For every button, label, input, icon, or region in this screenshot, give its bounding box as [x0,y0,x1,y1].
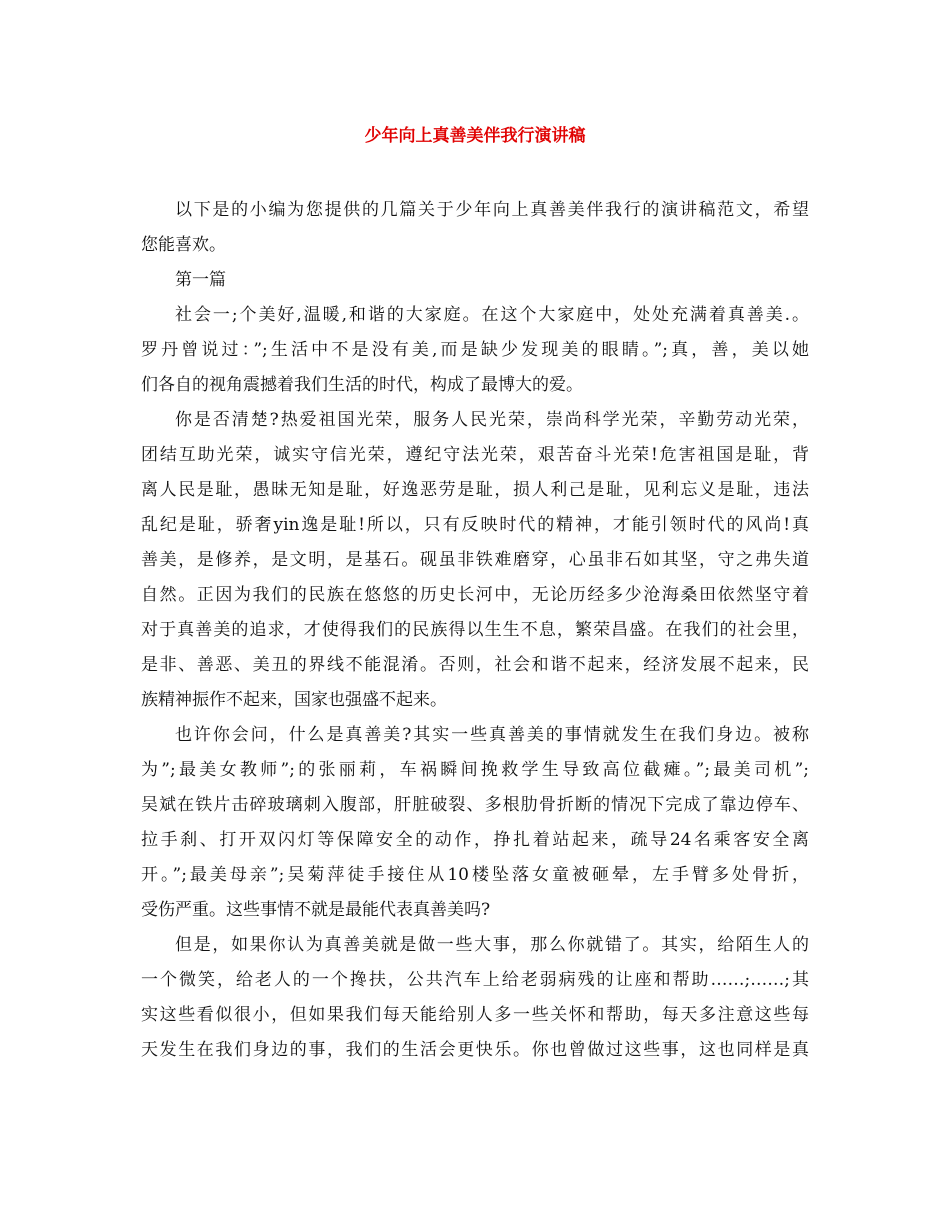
text-line: 但是，如果你认为真善美就是做一些大事，那么你就错了。其实，给陌生人的 [175,935,809,955]
text-line: 团结互助光荣，诚实守信光荣，遵纪守法光荣，艰苦奋斗光荣!危害祖国是耻，背 [141,445,809,465]
text-line: 族精神振作不起来，国家也强盛不起来。 [141,690,447,710]
text-line: 也许你会问，什么是真善美?其实一些真善美的事情就发生在我们身边。被称 [175,725,809,745]
text-line: 实这些看似很小，但如果我们每天能给别人多一些关怀和帮助，每天多注意这些每 [141,1005,809,1025]
text-line: 您能喜欢。 [141,235,226,255]
text-line: 吴斌在铁片击碎玻璃刺入腹部，肝脏破裂、多根肋骨折断的情况下完成了靠边停车、 [141,795,809,815]
text-line: 自然。正因为我们的民族在悠悠的历史长河中，无论历经多少沧海桑田依然坚守着 [141,585,809,605]
document-title: 少年向上真善美伴我行演讲稿 [364,126,586,146]
text-line: 们各自的视角震撼着我们生活的时代，构成了最博大的爱。 [141,375,583,395]
text-line: 拉手刹、打开双闪灯等保障安全的动作，挣扎着站起来，疏导24名乘客安全离 [141,830,809,850]
text-line: 为”;最美女教师”;的张丽莉，车祸瞬间挽救学生导致高位截瘫。”;最美司机”; [141,760,809,780]
text-line: 离人民是耻，愚昧无知是耻，好逸恶劳是耻，损人利己是耻，见利忘义是耻，违法 [141,480,809,500]
text-line: 善美，是修养，是文明，是基石。砚虽非铁难磨穿，心虽非石如其坚，守之弗失道 [141,550,809,570]
text-line: 乱纪是耻，骄奢yin逸是耻!所以，只有反映时代的精神，才能引领时代的风尚!真 [141,515,809,535]
section-heading: 第一篇 [175,270,226,290]
text-line: 一个微笑，给老人的一个搀扶，公共汽车上给老弱病残的让座和帮助……;……;其 [141,970,809,990]
text-line: 是非、善恶、美丑的界线不能混淆。否则，社会和谐不起来，经济发展不起来，民 [141,655,809,675]
text-line: 天发生在我们身边的事，我们的生活会更快乐。你也曾做过这些事，这也同样是真 [141,1040,809,1060]
text-line: 罗丹曾说过：”;生活中不是没有美,而是缺少发现美的眼睛。”;真，善，美以她 [141,340,809,360]
text-line: 开。”;最美母亲”;吴菊萍徒手接住从10楼坠落女童被砸晕，左手臂多处骨折， [141,865,809,885]
document-body [141,193,809,1068]
text-line: 社会一;个美好,温暖,和谐的大家庭。在这个大家庭中，处处充满着真善美.。 [175,305,809,325]
text-line: 受伤严重。这些事情不就是最能代表真善美吗? [141,900,491,920]
text-line: 你是否清楚?热爱祖国光荣，服务人民光荣，崇尚科学光荣，辛勤劳动光荣， [175,410,809,430]
text-line: 对于真善美的追求，才使得我们的民族得以生生不息，繁荣昌盛。在我们的社会里， [141,620,809,640]
text-line: 以下是的小编为您提供的几篇关于少年向上真善美伴我行的演讲稿范文，希望 [175,200,809,220]
